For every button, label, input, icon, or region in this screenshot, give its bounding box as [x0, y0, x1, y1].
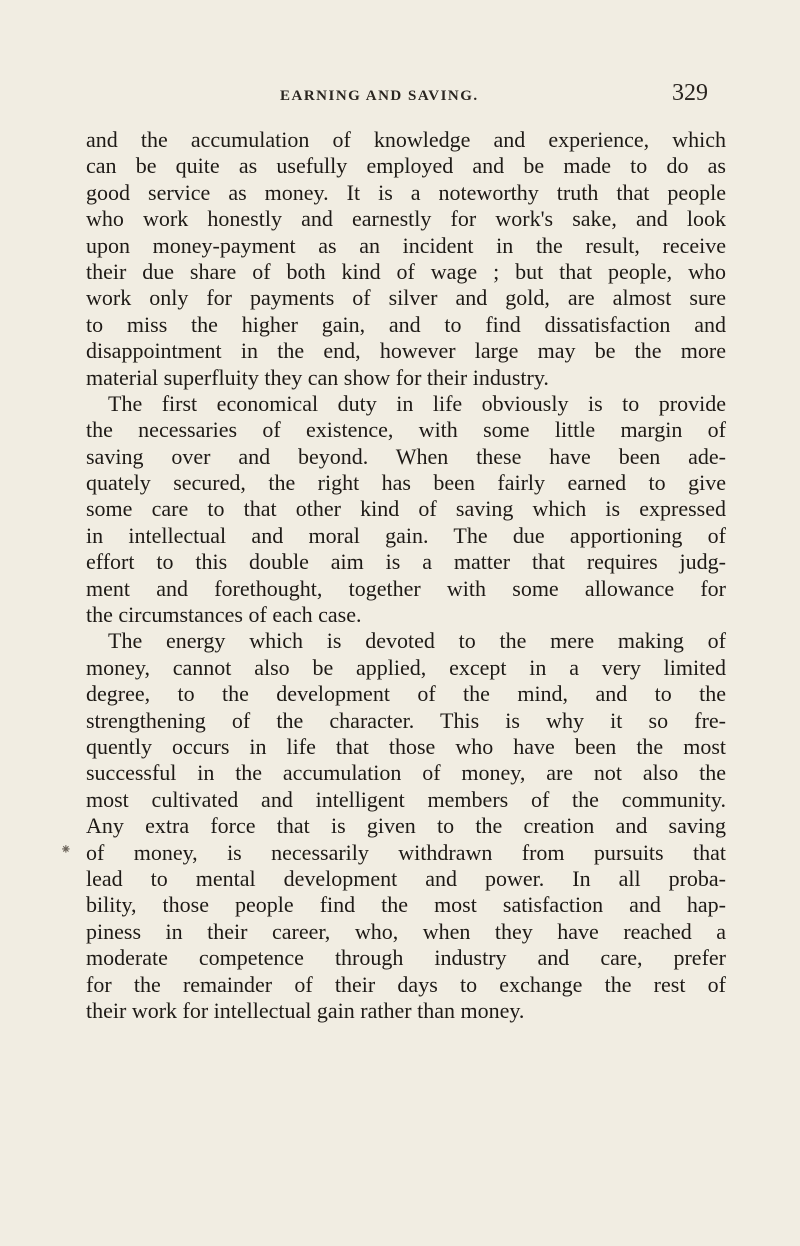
text-line: The first economical duty in life obviously is to provide: [108, 390, 726, 416]
text-line: ment and forethought, together with some allowance for: [86, 575, 726, 601]
text-line: strengthening of the character. This is why it so fre-: [86, 707, 726, 733]
text-line: good service as money. It is a noteworthy truth that people: [86, 179, 726, 205]
text-line: their due share of both kind of wage ; but that people, who: [86, 258, 726, 284]
text-line: degree, to the development of the mind, and to the: [86, 681, 726, 707]
body-text: [86, 127, 726, 1024]
text-line: can be quite as usefully employed and be made to do as: [86, 153, 726, 179]
text-line: upon money-payment as an incident in the result, receive: [86, 232, 726, 258]
running-head: EARNING AND SAVING.: [280, 88, 479, 104]
text-line: Any extra force that is given to the creation and saving: [86, 813, 726, 839]
margin-mark: ⁕: [60, 843, 72, 858]
text-line: most cultivated and intelligent members of the community.: [86, 786, 726, 812]
text-line: disappointment in the end, however large may be the more: [86, 338, 726, 364]
text-line: of money, is necessarily withdrawn from pursuits that: [86, 839, 726, 865]
text-line: saving over and beyond. When these have been ade-: [86, 443, 726, 469]
text-line: for the remainder of their days to exchange the rest of: [86, 971, 726, 997]
text-line: to miss the higher gain, and to find dissatisfaction and: [86, 311, 726, 337]
text-line: material superfluity they can show for their industry.: [86, 364, 549, 390]
text-line: and the accumulation of knowledge and experience, which: [86, 127, 726, 152]
text-line: quently occurs in life that those who have been the most: [86, 733, 726, 759]
text-line: bility, those people find the most satisfaction and hap-: [86, 892, 726, 918]
text-line: successful in the accumulation of money, are not also the: [86, 760, 726, 786]
text-line: in intellectual and moral gain. The due apportioning of: [86, 522, 726, 548]
text-line: who work honestly and earnestly for work's sake, and look: [86, 206, 726, 232]
text-line: work only for payments of silver and gold, are almost sure: [86, 285, 726, 311]
text-line: money, cannot also be applied, except in a very limited: [86, 654, 726, 680]
text-line: some care to that other kind of saving which is expressed: [86, 496, 726, 522]
text-line: piness in their career, who, when they have reached a: [86, 918, 726, 944]
page-number: 329: [672, 80, 708, 106]
text-line: The energy which is devoted to the mere making of: [108, 628, 726, 654]
text-line: their work for intellectual gain rather than money.: [86, 997, 525, 1023]
text-line: effort to this double aim is a matter that requires judg-: [86, 549, 726, 575]
text-line: the circumstances of each case.: [86, 602, 362, 628]
text-line: quately secured, the right has been fairly earned to give: [86, 470, 726, 496]
text-line: lead to mental development and power. In all proba-: [86, 865, 726, 891]
text-line: the necessaries of existence, with some little margin of: [86, 417, 726, 443]
text-line: moderate competence through industry and care, prefer: [86, 945, 726, 971]
